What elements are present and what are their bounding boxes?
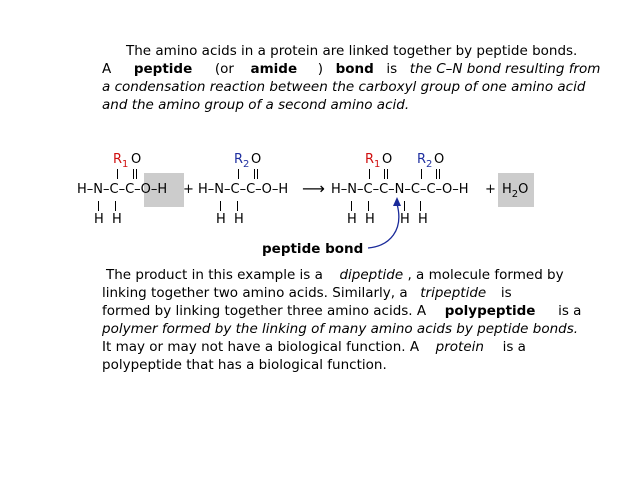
definition-start: the C–N bond resulting from xyxy=(409,61,601,77)
intro-line-1: The amino acids in a protein are linked together by peptide bonds. xyxy=(126,43,578,59)
body-line-1-end: , a molecule formed by xyxy=(407,267,564,283)
body-line-1-text: The product in this example is a xyxy=(106,267,323,283)
term-polypeptide: polypeptide xyxy=(444,303,536,319)
r2-label: $R_2$ xyxy=(234,152,250,170)
term-dipeptide: dipeptide xyxy=(339,267,404,283)
peptide-bond-label: peptide bond xyxy=(262,241,364,257)
carbonyl-o-2: O xyxy=(251,152,262,167)
bond-line xyxy=(257,169,258,179)
bond-line xyxy=(439,169,440,179)
body-line-6: polypeptide that has a biological function. xyxy=(102,357,387,373)
chain-dipeptide: H–N–C–C–N–C–C–O–H xyxy=(331,182,469,197)
intro-a: A xyxy=(102,61,112,77)
product-r1-label: $R_1$ xyxy=(365,152,381,170)
body-line-4: polymer formed by the linking of many amino acids by peptide bonds. xyxy=(102,321,579,337)
intro-line-3: a condensation reaction between the carboxyl group of one amino acid xyxy=(102,79,586,95)
intro-or: (or xyxy=(214,61,234,77)
term-bond: bond xyxy=(335,61,374,77)
bond-line xyxy=(238,169,239,179)
hydrogens-product-1: H H xyxy=(347,212,375,227)
bond-line xyxy=(436,169,437,179)
hydrogens-1: H H xyxy=(94,212,122,227)
product-carbonyl-o: O xyxy=(382,152,393,167)
chain-amino-acid-1: H–N–C–C–O–H xyxy=(77,182,168,197)
bond-line xyxy=(384,169,385,179)
body-line-1 xyxy=(102,266,622,284)
term-amide: amide xyxy=(250,61,298,77)
bond-line xyxy=(98,201,99,211)
product-carbonyl-o-2: O xyxy=(434,152,445,167)
body-line-2-text: linking together two amino acids. Similarly, a xyxy=(102,285,408,301)
product-r2-label: $R_2$ xyxy=(417,152,433,170)
bond-line xyxy=(136,169,137,179)
body-line-3-end: is a xyxy=(558,303,582,319)
body-line-3 xyxy=(102,302,622,320)
bond-line xyxy=(421,169,422,179)
bond-line xyxy=(254,169,255,179)
bond-line xyxy=(117,169,118,179)
intro-paragraph xyxy=(102,42,622,114)
bond-line xyxy=(115,201,116,211)
intro-line-2 xyxy=(102,60,622,78)
carbonyl-o-1: O xyxy=(131,152,142,167)
intro-is: is xyxy=(386,61,398,77)
term-peptide: peptide xyxy=(133,61,193,77)
peptide-bond-arrow xyxy=(360,190,410,255)
term-protein: protein xyxy=(435,339,484,355)
bond-line xyxy=(369,169,370,179)
body-line-3-text: formed by linking together three amino acids. A xyxy=(102,303,427,319)
hydrogens-product-2: H H xyxy=(400,212,428,227)
term-tripeptide: tripeptide xyxy=(420,285,487,301)
intro-close-paren: ) xyxy=(317,61,323,77)
hydrogens-2: H H xyxy=(216,212,244,227)
water-molecule: $H_2O$ xyxy=(502,182,529,200)
bond-line xyxy=(420,201,421,211)
bond-line xyxy=(387,169,388,179)
body-line-2 xyxy=(102,284,622,302)
intro-line-4: and the amino group of a second amino acid. xyxy=(102,97,410,113)
bond-line xyxy=(237,201,238,211)
bond-line xyxy=(220,201,221,211)
body-line-5-text: It may or may not have a biological function. A xyxy=(102,339,420,355)
reaction-arrow: ⟶ xyxy=(302,179,325,198)
body-line-5-end: is a xyxy=(502,339,526,355)
bond-line xyxy=(351,201,352,211)
r1-label: $R_1$ xyxy=(113,152,129,170)
chain-amino-acid-2: H–N–C–C–O–H xyxy=(198,182,289,197)
body-paragraph xyxy=(102,266,622,374)
plus-sign: + xyxy=(183,182,194,197)
body-line-2-end: is xyxy=(500,285,512,301)
peptide-reaction xyxy=(0,145,640,265)
plus-sign-2: + xyxy=(485,182,496,197)
body-line-5 xyxy=(102,338,622,356)
bond-line xyxy=(133,169,134,179)
